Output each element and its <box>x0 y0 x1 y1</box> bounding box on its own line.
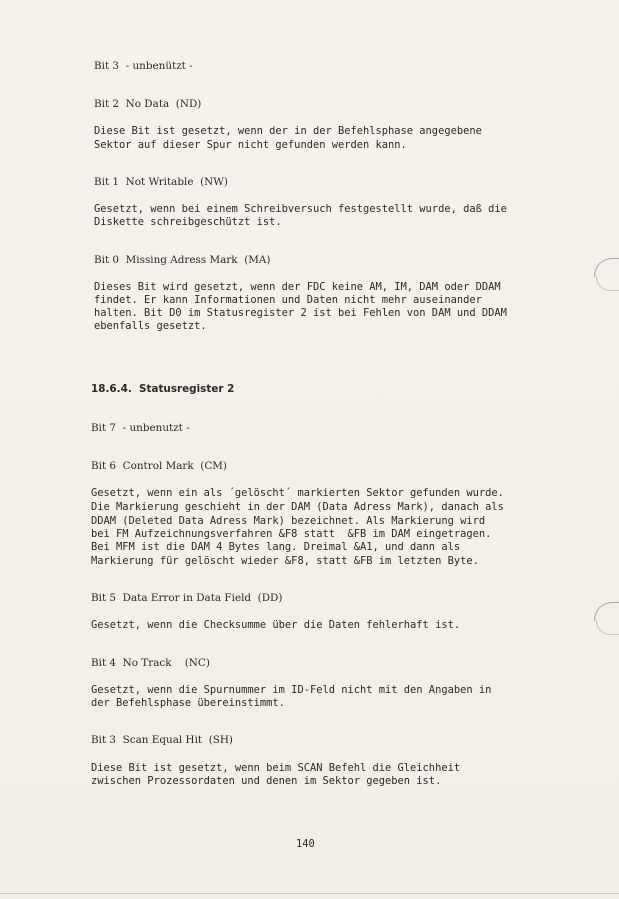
sr2-bit3-heading: Bit 3 Scan Equal Hit (SH) <box>91 734 233 746</box>
sr2-bit4-text-line: der Befehlsphase übereinstimmt. <box>91 697 285 709</box>
punch-hole-mark <box>594 602 619 621</box>
page-bottom-edge <box>0 893 619 894</box>
sr2-bit3-text-line: Diese Bit ist gesetzt, wenn beim SCAN Befehl die Gleichheit <box>91 762 461 774</box>
sr2-bit6-text-line: Bei MFM ist die DAM 4 Bytes lang. Dreimal &A1, und dann als <box>91 541 461 553</box>
sr2-bit6-text-line: Die Markierung geschieht in der DAM (Data Adress Mark), danach als <box>91 501 504 513</box>
bit1-heading: Bit 1 Not Writable (NW) <box>94 176 228 188</box>
punch-hole-mark <box>594 258 619 277</box>
bit2-heading: Bit 2 No Data (ND) <box>94 98 202 110</box>
bit2-text-line: Sektor auf dieser Spur nicht gefunden werden kann. <box>94 139 407 151</box>
sr2-bit6-text-line: DDAM (Deleted Data Adress Mark) bezeichnet. Als Markierung wird <box>91 515 486 527</box>
punch-hole-mark <box>596 276 619 291</box>
sr2-bit5-heading: Bit 5 Data Error in Data Field (DD) <box>91 592 283 604</box>
bit0-text-line: halten. Bit D0 im Statusregister 2 ist bei Fehlen von DAM und DDAM <box>94 307 507 319</box>
bit1-text-line: Gesetzt, wenn bei einem Schreibversuch festgestellt wurde, daß die <box>94 203 507 215</box>
bit0-text-line: Dieses Bit wird gesetzt, wenn der FDC keine AM, IM, DAM oder DDAM <box>94 281 501 293</box>
sr2-bit3-text-line: zwischen Prozessordaten und denen im Sektor gegeben ist. <box>91 775 442 787</box>
sr2-bit6-text-line: Gesetzt, wenn ein als ´gelöscht´ markierten Sektor gefunden wurde. <box>91 487 504 499</box>
bit0-heading: Bit 0 Missing Adress Mark (MA) <box>94 254 271 266</box>
section-title: 18.6.4. Statusregister 2 <box>91 383 235 395</box>
sr2-bit4-text-line: Gesetzt, wenn die Spurnummer im ID-Feld nicht mit den Angaben in <box>91 684 492 696</box>
punch-hole-mark <box>596 620 619 635</box>
bit2-text-line: Diese Bit ist gesetzt, wenn der in der Befehlsphase angegebene <box>94 125 482 137</box>
page-number: 140 <box>296 838 315 850</box>
sr2-bit4-heading: Bit 4 No Track (NC) <box>91 657 210 669</box>
sr2-bit5-text-line: Gesetzt, wenn die Checksumme über die Daten fehlerhaft ist. <box>91 619 461 631</box>
sr2-bit6-heading: Bit 6 Control Mark (CM) <box>91 460 227 472</box>
bit0-text-line: findet. Er kann Informationen und Daten nicht mehr auseinander <box>94 294 482 306</box>
bit0-text-line: ebenfalls gesetzt. <box>94 320 207 332</box>
bit1-text-line: Diskette schreibgeschützt ist. <box>94 216 282 228</box>
sr2-bit6-text-line: bei FM Aufzeichnungsverfahren &F8 statt &FB im DAM eingetragen. <box>91 528 492 540</box>
sr2-bit7-heading: Bit 7 - unbenutzt - <box>91 422 190 434</box>
bit3-heading: Bit 3 - unbenützt - <box>94 60 193 72</box>
sr2-bit6-text-line: Markierung für gelöscht wieder &F8, statt &FB im letzten Byte. <box>91 555 479 567</box>
